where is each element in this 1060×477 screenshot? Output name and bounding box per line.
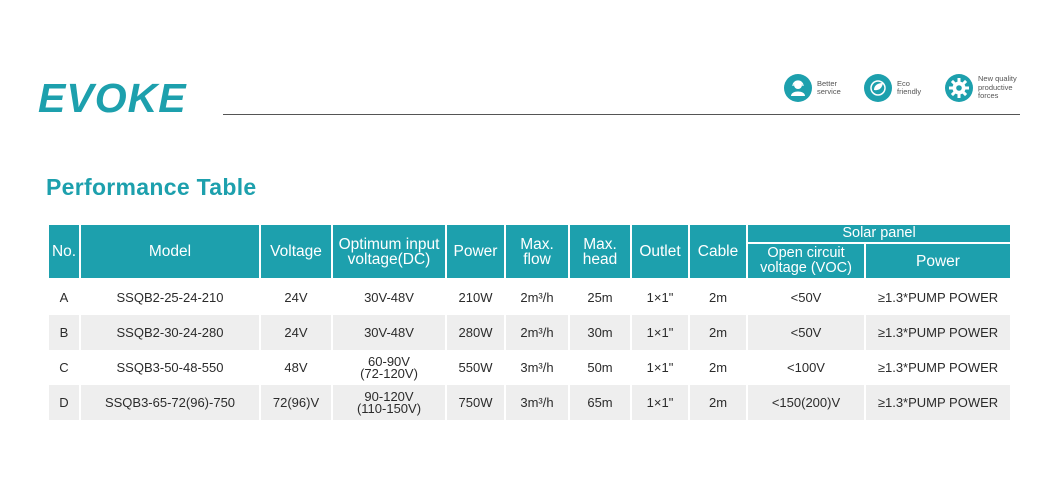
header-max-flow-line2: flow [523, 250, 551, 268]
header-optimum-line2: voltage(DC) [347, 250, 431, 268]
page-title: Performance Table [46, 174, 257, 200]
cell-outlet: 1×1" [631, 279, 689, 315]
header-max-flow-line1: Max. [520, 235, 554, 253]
cell-optimum-line1: 30V-48V [364, 289, 414, 305]
cell-voc: <150(200)V [747, 385, 865, 420]
cell-model: SSQB3-65-72(96)-750 [80, 385, 260, 420]
performance-table [47, 223, 1012, 420]
cell-solar-power: ≥1.3*PUMP POWER [865, 315, 1011, 350]
header-outlet: Outlet [631, 224, 689, 279]
header-power: Power [446, 224, 505, 279]
quality-badge [945, 74, 1017, 102]
quality-label: New quality productive forces [978, 74, 1017, 101]
header-divider [223, 114, 1020, 115]
cell-head: 50m [569, 350, 631, 385]
evoke-logo [38, 78, 216, 118]
header-max-head [569, 224, 631, 279]
cell-optimum-voltage [332, 350, 446, 385]
cell-voltage: 72(96)V [260, 385, 332, 420]
header-model: Model [80, 224, 260, 279]
person-service-icon [784, 74, 812, 102]
cell-model: SSQB3-50-48-550 [80, 350, 260, 385]
header-cable: Cable [689, 224, 747, 279]
cell-model: SSQB2-30-24-280 [80, 315, 260, 350]
cell-optimum-line1: 60-90V [368, 353, 410, 369]
cell-head: 25m [569, 279, 631, 315]
better-service-label: Better service [817, 78, 841, 96]
cell-flow: 3m³/h [505, 385, 569, 420]
cell-voltage: 24V [260, 279, 332, 315]
header-open-circuit-voltage [747, 243, 865, 279]
cell-no: B [48, 315, 80, 350]
cell-flow: 2m³/h [505, 315, 569, 350]
cell-optimum-line1: 90-120V [364, 388, 414, 404]
cell-cable: 2m [689, 279, 747, 315]
header-max-flow [505, 224, 569, 279]
eco-friendly-label: Eco friendly [897, 78, 922, 96]
cell-voc: <50V [747, 279, 865, 315]
cell-optimum-line2: (72-120V) [360, 365, 418, 381]
better-service-badge [784, 74, 841, 102]
cell-optimum-voltage [332, 385, 446, 420]
cell-power: 550W [446, 350, 505, 385]
eco-friendly-badge [864, 74, 921, 102]
leaf-globe-icon [864, 74, 892, 102]
cell-no: D [48, 385, 80, 420]
table-row [48, 385, 1011, 420]
cell-voltage: 24V [260, 315, 332, 350]
logo-text: EVOKE [38, 78, 187, 118]
cell-power: 210W [446, 279, 505, 315]
cell-voc: <50V [747, 315, 865, 350]
cell-solar-power: ≥1.3*PUMP POWER [865, 385, 1011, 420]
cell-model: SSQB2-25-24-210 [80, 279, 260, 315]
table-row [48, 315, 1011, 350]
cell-solar-power: ≥1.3*PUMP POWER [865, 279, 1011, 315]
cell-optimum-voltage [332, 315, 446, 350]
cell-flow: 3m³/h [505, 350, 569, 385]
header-voc-line2: voltage (VOC) [760, 260, 852, 276]
cell-outlet: 1×1" [631, 385, 689, 420]
cell-outlet: 1×1" [631, 350, 689, 385]
cell-no: A [48, 279, 80, 315]
cell-head: 30m [569, 315, 631, 350]
header-optimum-voltage [332, 224, 446, 279]
header-voltage: Voltage [260, 224, 332, 279]
cell-cable: 2m [689, 350, 747, 385]
header-no: No. [48, 224, 80, 279]
cell-power: 750W [446, 385, 505, 420]
header-max-head-line1: Max. [583, 235, 617, 253]
cell-voltage: 48V [260, 350, 332, 385]
cell-cable: 2m [689, 385, 747, 420]
header-voc-line1: Open circuit [767, 245, 845, 261]
cell-power: 280W [446, 315, 505, 350]
cell-solar-power: ≥1.3*PUMP POWER [865, 350, 1011, 385]
cell-head: 65m [569, 385, 631, 420]
header-solar-power: Power [865, 243, 1011, 279]
cell-outlet: 1×1" [631, 315, 689, 350]
cell-optimum-line1: 30V-48V [364, 324, 414, 340]
gear-icon [945, 74, 973, 102]
table-row [48, 350, 1011, 385]
cell-flow: 2m³/h [505, 279, 569, 315]
header-optimum-line1: Optimum input [338, 235, 440, 253]
header-solar-panel: Solar panel [747, 224, 1011, 243]
cell-no: C [48, 350, 80, 385]
cell-optimum-line2: (110-150V) [356, 400, 422, 416]
cell-voc: <100V [747, 350, 865, 385]
header-max-head-line2: head [582, 250, 618, 268]
cell-optimum-voltage [332, 279, 446, 315]
cell-cable: 2m [689, 315, 747, 350]
table-row [48, 279, 1011, 315]
